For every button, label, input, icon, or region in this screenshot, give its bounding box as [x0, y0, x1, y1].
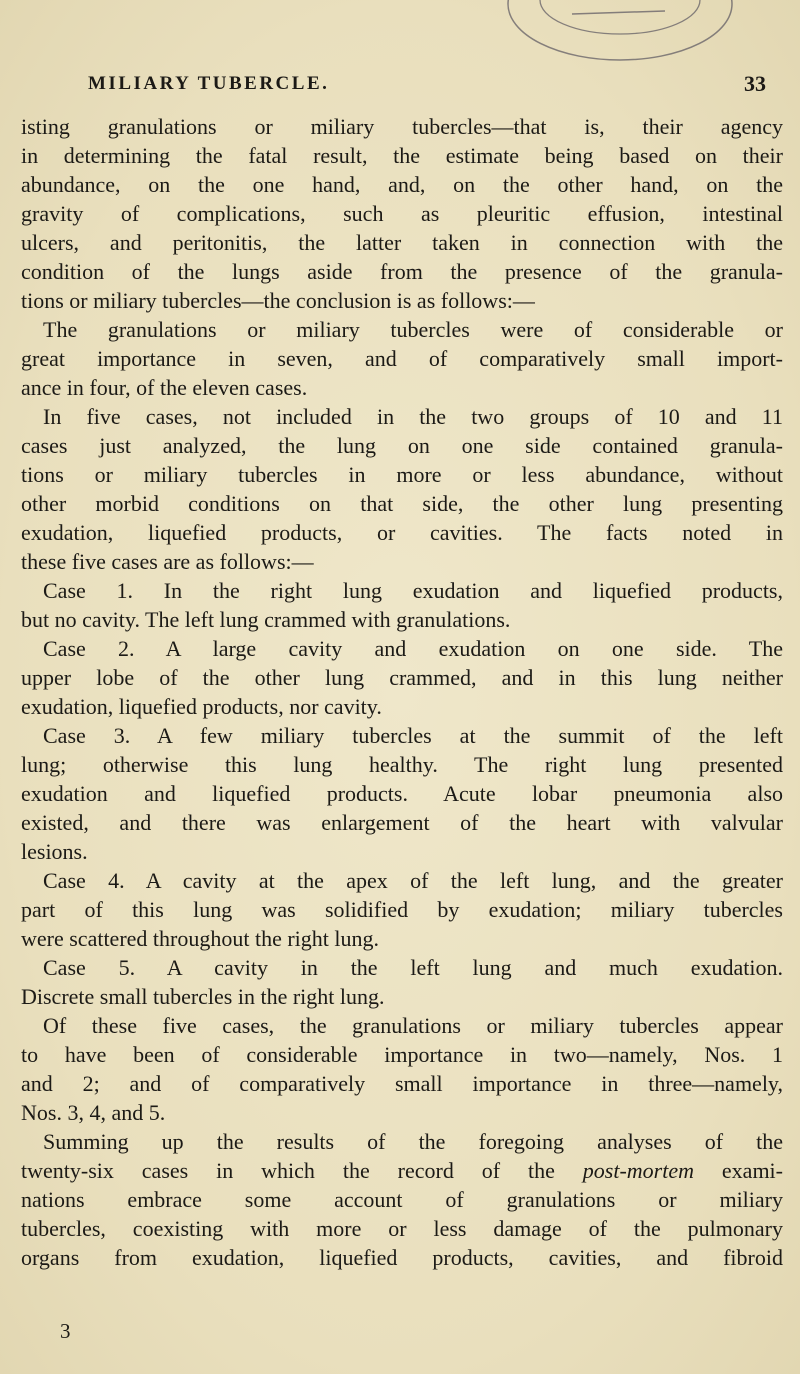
text-line: Discrete small tubercles in the right lung. [21, 984, 385, 1009]
text-line: tions or miliary tubercles—the conclusion is as follows:— [21, 288, 535, 313]
text-line: exudation and liquefied products. Acute lobar pneumonia also [21, 781, 783, 806]
text-line: condition of the lungs aside from the presence of the granula- [21, 259, 783, 284]
paragraph [21, 953, 783, 1011]
text-line: tions or miliary tubercles in more or less abundance, without [21, 462, 783, 487]
text-line: nations embrace some account of granulations or miliary [21, 1187, 783, 1212]
page-header [88, 72, 778, 100]
text-line: tubercles, coexisting with more or less damage of the pulmonary [21, 1216, 783, 1241]
text-line: these five cases are as follows:— [21, 549, 314, 574]
text-line: Nos. 3, 4, and 5. [21, 1100, 166, 1125]
text-line: Case 5. A cavity in the left lung and much exudation. [43, 955, 783, 980]
text-line: upper lobe of the other lung crammed, and in this lung neither [21, 665, 783, 690]
text-line: were scattered throughout the right lung. [21, 926, 380, 951]
text-line: twenty-six cases in which the record of the post-mortem exami- [21, 1158, 783, 1183]
running-title: MILIARY TUBERCLE. [88, 73, 330, 94]
text-line: ulcers, and peritonitis, the latter taken in connection with the [21, 230, 783, 255]
text-line: Case 3. A few miliary tubercles at the summit of the left [43, 723, 783, 748]
text-line: lung; otherwise this lung healthy. The right lung presented [21, 752, 783, 777]
text-line: cases just analyzed, the lung on one side contained granula- [21, 433, 783, 458]
text-line: great importance in seven, and of comparatively small import- [21, 346, 783, 371]
text-line: Summing up the results of the foregoing analyses of the [43, 1129, 783, 1154]
paragraph [21, 112, 783, 315]
text-line: isting granulations or miliary tubercles—that is, their agency [21, 114, 783, 139]
text-line: ance in four, of the eleven cases. [21, 375, 308, 400]
paragraph [21, 1127, 783, 1272]
paragraph [21, 1011, 783, 1127]
text-line: exudation, liquefied products, or cavities. The facts noted in [21, 520, 783, 545]
library-stamp [500, 0, 740, 62]
paragraph [21, 866, 783, 953]
text-line: Case 1. In the right lung exudation and liquefied products, [43, 578, 783, 603]
paragraph [21, 634, 783, 721]
paragraph [21, 576, 783, 634]
italic-term: post-mortem [582, 1158, 694, 1183]
text-line: gravity of complications, such as pleuritic effusion, intestinal [21, 201, 783, 226]
page-number: 33 [744, 71, 766, 96]
text-line: abundance, on the one hand, and, on the other hand, on the [21, 172, 783, 197]
text-line: existed, and there was enlargement of the heart with valvular [21, 810, 783, 835]
text-line: Case 4. A cavity at the apex of the left lung, and the greater [43, 868, 783, 893]
text-line: exudation, liquefied products, nor cavity. [21, 694, 382, 719]
text-line: part of this lung was solidified by exudation; miliary tubercles [21, 897, 783, 922]
text-line: in determining the fatal result, the estimate being based on their [21, 143, 783, 168]
text-line: and 2; and of comparatively small importance in three—namely, [21, 1071, 783, 1096]
paragraph [21, 721, 783, 866]
text-line: to have been of considerable importance in two—namely, Nos. 1 [21, 1042, 783, 1067]
text-line: Case 2. A large cavity and exudation on one side. The [43, 636, 783, 661]
text-line: Of these five cases, the granulations or miliary tubercles appear [43, 1013, 783, 1038]
text-line: In five cases, not included in the two groups of 10 and 11 [43, 404, 783, 429]
signature-mark: 3 [60, 1319, 71, 1343]
text-line: organs from exudation, liquefied products, cavities, and fibroid [21, 1245, 783, 1270]
paragraph [21, 402, 783, 576]
paragraph [21, 315, 783, 402]
body-text [21, 112, 783, 1272]
text-line: The granulations or miliary tubercles were of considerable or [43, 317, 783, 342]
text-line: but no cavity. The left lung crammed with granulations. [21, 607, 511, 632]
text-line: lesions. [21, 839, 88, 864]
text-line: other morbid conditions on that side, the other lung presenting [21, 491, 783, 516]
